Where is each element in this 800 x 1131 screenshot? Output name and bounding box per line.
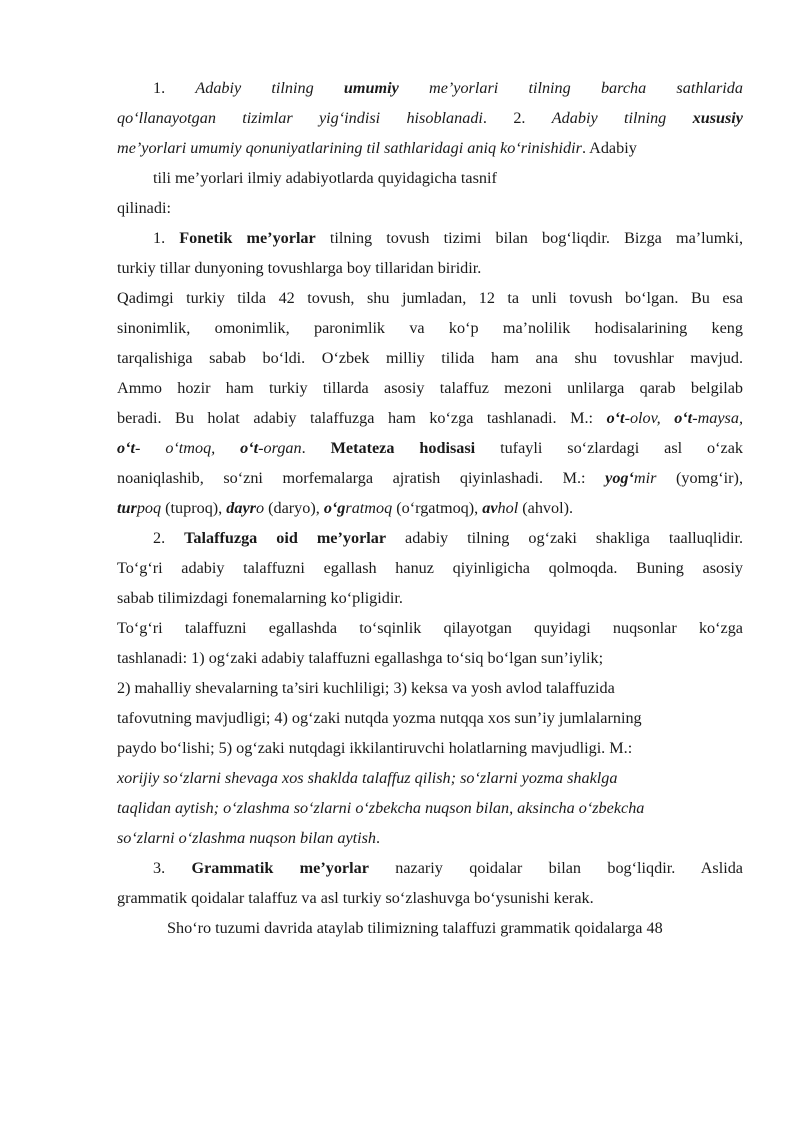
- text-line: [117, 823, 743, 853]
- text-line: [117, 733, 743, 763]
- bold-italic-term: o‘t: [117, 439, 135, 457]
- bold-term: Metateza hodisasi: [330, 439, 476, 457]
- text-run: tufayli so‘zlardagi asl o‘zak: [475, 439, 744, 457]
- italic-run: o: [255, 499, 265, 517]
- text-run: beradi. Bu holat adabiy talaffuzga ham ko‘zga tashlanadi. M.:: [117, 409, 607, 427]
- text-line: [117, 343, 743, 373]
- text-run: To‘g‘ri adabiy talaffuzni egallash hanuz qiyinligicha qolmoqda. Buning asosiy: [117, 559, 743, 577]
- bold-italic-term: av: [482, 499, 498, 517]
- document-body: [117, 73, 743, 943]
- text-run: . Adabiy: [581, 139, 637, 157]
- text-run: nazariy qoidalar bilan bog‘liqdir. Aslida: [368, 859, 743, 877]
- text-line: [117, 373, 743, 403]
- text-line: [117, 103, 743, 133]
- text-run: tashlanadi: 1) og‘zaki adabiy talaffuzni egallashga to‘siq bo‘lgan sun’iylik;: [117, 649, 604, 667]
- text-run: grammatik qoidalar talaffuz va asl turkiy so‘zlashuvga bo‘ysunishi kerak.: [117, 889, 594, 907]
- text-run: (tuproq),: [161, 499, 227, 517]
- text-run: tili me’yorlari ilmiy adabiyotlarda quyidagicha tasnif: [153, 169, 497, 187]
- text-line: [117, 553, 743, 583]
- bold-italic-term: umumiy: [343, 79, 399, 97]
- italic-run: - o‘tmoq,: [134, 439, 241, 457]
- text-run: .: [376, 829, 381, 847]
- bold-italic-term: tur: [117, 499, 137, 517]
- text-run: 2) mahalliy shevalarning ta’siri kuchliligi; 3) keksa va yosh avlod talaffuzida: [117, 679, 615, 697]
- text-run: 3.: [153, 859, 192, 877]
- italic-run: -organ: [258, 439, 302, 457]
- text-line: [117, 673, 743, 703]
- text-line: [117, 583, 743, 613]
- italic-run: qo‘llanayotgan tizimlar yig‘indisi hisoblanadi: [117, 109, 483, 127]
- text-run: turkiy tillar dunyoning tovushlarga boy tillaridan biridir.: [117, 259, 482, 277]
- text-run: tilning tovush tizimi bilan bog‘liqdir. Bizga ma’lumki,: [315, 229, 743, 247]
- text-run: sinonimlik, omonimlik, paronimlik va ko‘p ma’nolilik hodisalarining keng: [117, 319, 743, 337]
- text-run: sabab tilimizdagi fonemalarning ko‘pligidir.: [117, 589, 403, 607]
- italic-run: -maysa,: [692, 409, 743, 427]
- text-line: [117, 703, 743, 733]
- italic-run: Adabiy tilning: [195, 79, 344, 97]
- italic-run: so‘zlarni o‘zlashma nuqson bilan aytish: [117, 829, 377, 847]
- text-line: [117, 223, 743, 253]
- text-run: paydo bo‘lishi; 5) og‘zaki nutqdagi ikkilantiruvchi holatlarning mavjudligi. M.:: [117, 739, 633, 757]
- italic-run: hol: [497, 499, 519, 517]
- text-run: adabiy tilning og‘zaki shakliga taalluqlidir.: [386, 529, 743, 547]
- bold-italic-term: yog‘: [605, 469, 634, 487]
- text-run: 2.: [153, 529, 185, 547]
- text-line: [117, 433, 743, 463]
- bold-term: Fonetik me’yorlar: [179, 229, 316, 247]
- text-line: [117, 913, 743, 943]
- text-line: [117, 643, 743, 673]
- text-line: [117, 403, 743, 433]
- italic-run: me’yorlari tilning barcha sathlarida: [398, 79, 743, 97]
- text-run: tafovutning mavjudligi; 4) og‘zaki nutqda yozma nutqqa xos sun’iy jumlalarning: [117, 709, 642, 727]
- bold-italic-term: dayr: [226, 499, 256, 517]
- text-line: [117, 313, 743, 343]
- text-run: noaniqlashib, so‘zni morfemalarga ajratish qiyinlashadi. M.:: [117, 469, 606, 487]
- text-run: (o‘rgatmoq),: [392, 499, 483, 517]
- text-line: [117, 523, 743, 553]
- italic-run: -olov,: [624, 409, 675, 427]
- text-line: [117, 73, 743, 103]
- text-line: [117, 283, 743, 313]
- bold-term: Grammatik me’yorlar: [191, 859, 369, 877]
- bold-italic-term: o‘t: [674, 409, 693, 427]
- text-line: [117, 193, 743, 223]
- text-line: [117, 133, 743, 163]
- text-line: [117, 463, 743, 493]
- text-run: Ammo hozir ham turkiy tillarda asosiy talaffuz mezoni unlilarga qarab belgilab: [117, 379, 743, 397]
- italic-run: taqlidan aytish; o‘zlashma so‘zlarni o‘zbekcha nuqson bilan, aksincha o‘zbekcha: [117, 799, 645, 817]
- text-run: Sho‘ro tuzumi davrida ataylab tilimizning talaffuzi grammatik qoidalarga 48: [167, 919, 663, 937]
- text-run: (daryo),: [264, 499, 324, 517]
- text-run: .: [301, 439, 331, 457]
- bold-italic-term: xususiy: [692, 109, 743, 127]
- italic-run: me’yorlari umumiy qonuniyatlarining til sathlaridagi aniq ko‘rinishidir: [117, 139, 582, 157]
- italic-run: poq: [136, 499, 162, 517]
- text-run: . 2.: [482, 109, 552, 127]
- text-line: [117, 163, 743, 193]
- bold-italic-term: o‘t: [606, 409, 625, 427]
- text-run: (yomg‘ir),: [656, 469, 743, 487]
- text-line: [117, 853, 743, 883]
- text-line: [117, 253, 743, 283]
- text-line: [117, 793, 743, 823]
- bold-italic-term: o‘t: [240, 439, 259, 457]
- italic-run: Adabiy tilning: [551, 109, 693, 127]
- text-line: [117, 763, 743, 793]
- text-run: qilinadi:: [117, 199, 171, 217]
- text-line: [117, 883, 743, 913]
- text-run: To‘g‘ri talaffuzni egallashda to‘sqinlik qilayotgan quyidagi nuqsonlar ko‘zga: [117, 619, 743, 637]
- text-line: [117, 493, 743, 523]
- text-line: [117, 613, 743, 643]
- bold-italic-term: o‘g: [323, 499, 346, 517]
- text-run: (ahvol).: [518, 499, 574, 517]
- italic-run: ratmoq: [345, 499, 393, 517]
- text-run: 1.: [153, 229, 180, 247]
- text-run: tarqalishiga sabab bo‘ldi. O‘zbek milliy tilida ham ana shu tovushlar mavjud.: [117, 349, 743, 367]
- text-run: Qadimgi turkiy tilda 42 tovush, shu jumladan, 12 ta unli tovush bo‘lgan. Bu esa: [117, 289, 743, 307]
- italic-run: mir: [633, 469, 657, 487]
- italic-run: xorijiy so‘zlarni shevaga xos shaklda talaffuz qilish; so‘zlarni yozma shaklga: [117, 769, 618, 787]
- text-run: 1.: [153, 79, 196, 97]
- bold-term: Talaffuzga oid me’yorlar: [184, 529, 387, 547]
